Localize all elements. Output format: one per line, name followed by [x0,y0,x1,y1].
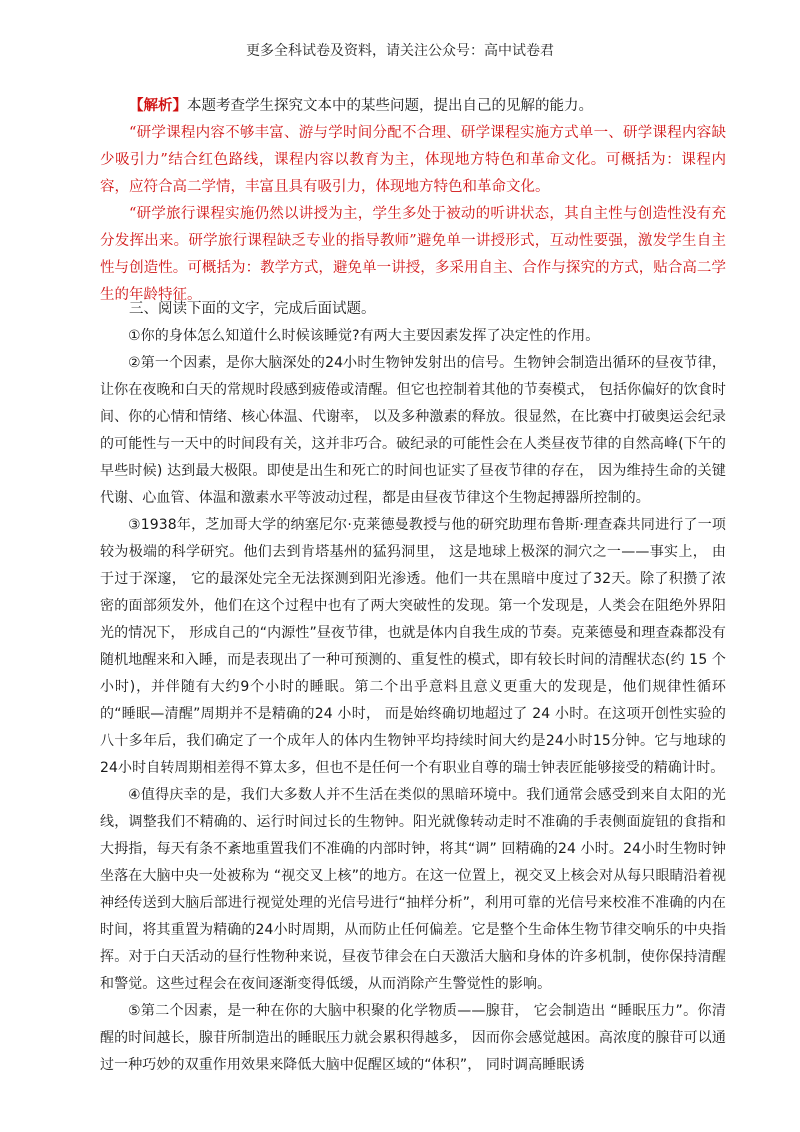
page-header: 更多全科试卷及资料，请关注公众号：高中试卷君 [246,43,554,59]
reading-section [100,296,726,1079]
reading-paragraph-2: ②第一个因素，是你大脑深处的24小时生物钟发射出的信号。生物钟会制造出循环的昼夜节律，让你在夜晚和白天的常规时段感到疲倦或清醒。但它也控制着其他的节奏模式， 包括你偏好的饮食时间、你的心情和情绪、核心体温、代谢率， 以及多种激素的释放。很显然，在比赛中打破奥运会纪录的可能性与一天中的时间段有关，这并非巧合。破纪录的可能性会在人类昼夜节律的自然高峰(下午的早些时候) 达到最大极限。即使是出生和死亡的时间也证实了昼夜节律的存在， 因为维持生命的关键代谢、心血管、体温和激素水平等波动过程，都是由昼夜节律这个生物起搏器所控制的。 [100,355,726,506]
analysis-section [100,92,726,309]
reading-paragraph-3: ③1938年，芝加哥大学的纳塞尼尔·克莱德曼教授与他的研究助理布鲁斯·理查森共同进行了一项较为极端的科学研究。他们去到肯塔基州的猛犸洞里， 这是地球上极深的洞穴之一——事实上， 由于过于深邃， 它的最深处完全无法探测到阳光渗透。他们一共在黑暗中度过了32天。除了积攒了浓密的面部须发外，他们在这个过程中也有了两大突破性的发现。第一个发现是，人类会在阻绝外界阳光的情况下， 形成自己的“内源性”昼夜节律，也就是体内自我生成的节奏。克莱德曼和理查森都没有随机地醒来和入睡，而是表现出了一种可预测的、重复性的模式，即有较长时间的清醒状态(约 15 个小时)，并伴随有大约9个小时的睡眠。第二个出乎意料且意义更重大的发现是，他们规律性循环的“睡眠—清醒”周期并不是精确的24 小时， 而是始终确切地超过了 24 小时。在这项开创性实验的八十多年后，我们确定了一个成年人的体内生物钟平均持续时间大约是24小时15分钟。它与地球的24小时自转周期相差得不算太多，但也不是任何一个有职业自尊的瑞士钟表匠能够接受的精确计时。 [100,517,726,776]
reading-paragraph-1: ①你的身体怎么知道什么时候该睡觉?有两大主要因素发挥了决定性的作用。 [128,328,600,344]
reading-paragraph-4: ④值得庆幸的是，我们大多数人并不生活在类似的黑暗环境中。我们通常会感受到来自太阳的光线，调整我们不精确的、运行时间过长的生物钟。阳光就像转动走时不准确的手表侧面旋钮的食指和大拇指，每天有条不紊地重置我们不准确的内部时钟，将其“调” 回精确的24 小时。24小时生物时钟坐落在大脑中央一处被称为 “视交叉上核”的地方。在这一位置上，视交叉上核会对从每只眼睛沿着视神经传送到大脑后部进行视觉处理的光信号进行“抽样分析”，利用可靠的光信号来校准不准确的内在时间，将其重置为精确的24小时周期，从而防止任何偏差。它是整个生命体生物节律交响乐的中央指挥。对于白天活动的昼行性物种来说，昼夜节律会在白天激活大脑和身体的许多机制，使你保持清醒和警觉。这些过程会在夜间逐渐变得低缓，从而消除产生警觉性的影响。 [100,787,726,992]
analysis-tag: 【解析】 [129,97,187,114]
analysis-intro-text: 本题考查学生探究文本中的某些问题，提出自己的见解的能力。 [187,98,593,114]
analysis-paragraph-1: “研学课程内容不够丰富、游与学时间分配不合理、研学课程实施方式单一、研学课程内容缺少吸引力”结合红色路线，课程内容以教育为主，体现地方特色和革命文化。可概括为：课程内容，应符合高二学情，丰富且具有吸引力，体现地方特色和革命文化。 [100,125,726,195]
question-title: 三、阅读下面的文字，完成后面试题。 [129,301,376,317]
analysis-intro [100,92,726,120]
analysis-paragraph-2: “研学旅行课程实施仍然以讲授为主，学生多处于被动的听讲状态，其自主性与创造性没有充分发挥出来。研学旅行课程缺乏专业的指导教师”避免单一讲授形式，互动性要强，激发学生自主性与创造性。可概括为：教学方式，避免单一讲授，多采用自主、合作与探究的方式，贴合高二学生的年龄特征。 [100,206,726,303]
reading-paragraph-5: ⑤第二个因素，是一种在你的大脑中积聚的化学物质——腺苷， 它会制造出 “睡眠压力”。你清醒的时间越长，腺苷所制造出的睡眠压力就会累积得越多， 因而你会感觉越困。高浓度的腺苷可以通过一种巧妙的双重作用效果来降低大脑中促醒区域的“体积”， 同时调高睡眠诱 [100,1003,726,1073]
